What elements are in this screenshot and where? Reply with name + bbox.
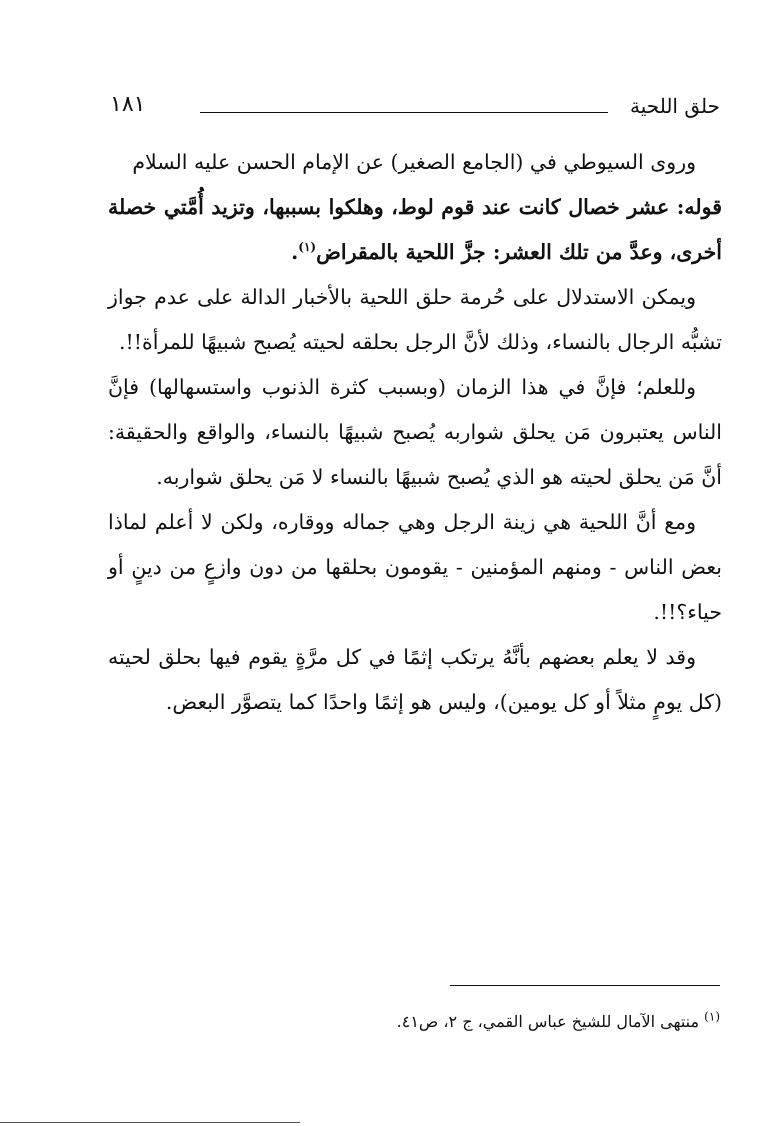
- paragraph-2-end: .: [291, 240, 299, 264]
- footnote-rule: [450, 985, 720, 986]
- paragraph-3: [108, 275, 722, 365]
- paragraph-6: [108, 635, 722, 725]
- footnote: [300, 1010, 720, 1034]
- paragraph-6-text: وقد لا يعلم بعضهم بأنَّهُ يرتكب إثمًا في كل مرَّةٍ يقوم فيها بحلق لحيته (كل يومٍ مثلاً أو كل يومين)، وليس هو إثمًا واحدًا كما يتصوَّر البعض.: [108, 645, 722, 714]
- running-title: حلق اللحية: [630, 94, 720, 118]
- footnote-marker: (١): [704, 1009, 720, 1024]
- paragraph-1-text: وروى السيوطي في (الجامع الصغير) عن الإمام الحسن عليه السلام: [132, 150, 696, 174]
- paragraph-5: [108, 500, 722, 635]
- paragraph-1: [108, 140, 722, 185]
- paragraph-4: [108, 365, 722, 500]
- body-text: [108, 140, 722, 725]
- paragraph-5-text: ومع أنَّ اللحية هي زينة الرجل وهي جماله ووقاره، ولكن لا أعلم لماذا بعض الناس - ومنهم المؤمنين - يقومون بحلقها من دون وازعٍ من دينٍ أو حياء؟!!.: [108, 510, 722, 624]
- scan-edge-line: [0, 1122, 300, 1123]
- header-rule: [200, 112, 608, 113]
- paragraph-2: [108, 185, 722, 275]
- page-number: ١٨١: [110, 92, 146, 117]
- footnote-text: منتهى الآمال للشيخ عباس القمي، ج ٢، ص٤١.: [396, 1012, 700, 1031]
- page-header: [110, 94, 720, 130]
- paragraph-2-text: قوله: عشر خصال كانت عند قوم لوط، وهلكوا بسببها، وتزيد أُمَّتي خصلة أخرى، وعدَّ من تلك العشر: جزَّ اللحية بالمقراض: [108, 195, 722, 264]
- paragraph-3-text: ويمكن الاستدلال على حُرمة حلق اللحية بالأخبار الدالة على عدم جواز تشبُّه الرجال بالنساء، وذلك لأنَّ الرجل بحلقه لحيته يُصبح شبيهًا للمرأة!!.: [108, 285, 722, 354]
- paragraph-4-text: وللعلم؛ فإنَّ في هذا الزمان (وبسبب كثرة الذنوب واستسهالها) فإنَّ الناس يعتبرون مَن يحلق شواربه يُصبح شبيهًا بالنساء، والواقع والحقيقة: أنَّ مَن يحلق لحيته هو الذي يُصبح شبيهًا بالنساء لا مَن يحلق شواربه.: [108, 375, 722, 489]
- footnote-reference: (١): [298, 240, 317, 255]
